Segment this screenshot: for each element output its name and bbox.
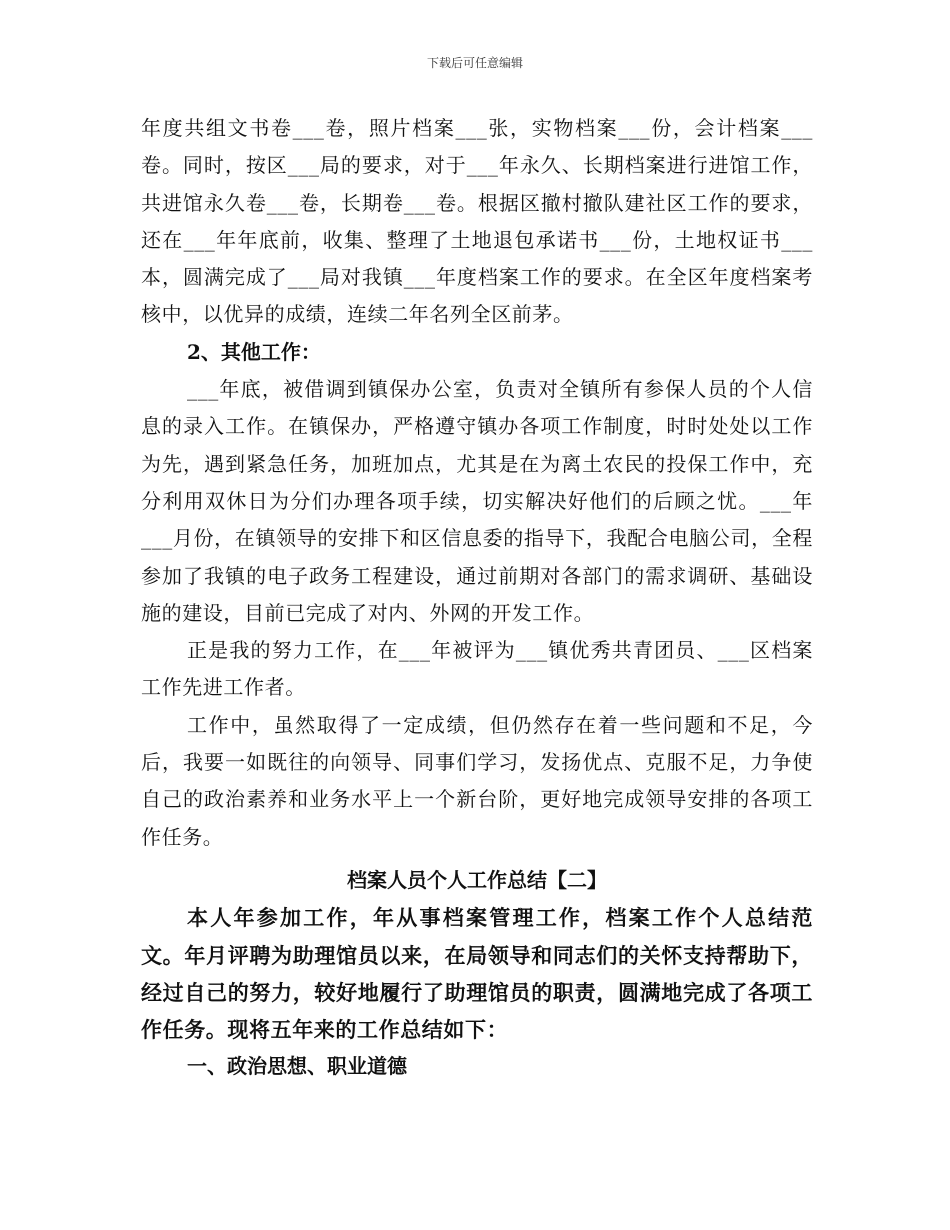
section-heading-political-ethics: 一、政治思想、职业道德 bbox=[187, 1054, 407, 1079]
paragraph-other-work: ___年底，被借调到镇保办公室，负责对全镇所有参保人员的个人信息的录入工作。在镇保办，严格遵守镇办各项工作制度，时时处处以工作为先，遇到紧急任务，加班加点，尤其是在为离土农民的投保工作中，充分利用双休日为分们办理各项手续，切实解决好他们的后顾之忧。___年___月份，在镇领导的安排下和区信息委的指导下，我配合电脑公司，全程参加了我镇的电子政务工程建设，通过前期对各部门的需求调研、基础设施的建设，目前已完成了对内、外网的开发工作。 bbox=[141, 377, 813, 625]
document-body bbox=[141, 110, 813, 1086]
document-title-part-two: 档案人员个人工作总结【二】 bbox=[347, 867, 607, 892]
paragraph-archive-stats: 年度共组文书卷___卷，照片档案___张，实物档案___份，会计档案___卷。同时，按区___局的要求，对于___年永久、长期档案进行进馆工作，共进馆永久卷___卷，长期卷___卷。根据区撤村撤队建社区工作的要求，还在___年年底前，收集、整理了土地退包承诺书___份，土地权证书___本，圆满完成了___局对我镇___年度档案工作的要求。在全区年度档案考核中，以优异的成绩，连续二年名列全区前茅。 bbox=[141, 116, 813, 327]
paragraph-shortcomings: 工作中，虽然取得了一定成绩，但仍然存在着一些问题和不足，今后，我要一如既往的向领导、同事们学习，发扬优点、克服不足，力争使自己的政治素养和业务水平上一个新台阶，更好地完成领导安排的各项工作任务。 bbox=[141, 712, 813, 849]
section-heading-other-work: 2、其他工作： bbox=[187, 339, 321, 364]
page-header: 下载后可任意编辑 bbox=[426, 56, 523, 70]
paragraph-honors: 正是我的努力工作，在___年被评为___镇优秀共青团员、___区档案工作先进工作者。 bbox=[141, 638, 813, 700]
paragraph-intro-part-two: 本人年参加工作，年从事档案管理工作，档案工作个人总结范文。年月评聘为助理馆员以来，在局领导和同志们的关怀支持帮助下，经过自己的努力，较好地履行了助理馆员的职责，圆满地完成了各项工作任务。现将五年来的工作总结如下： bbox=[141, 905, 813, 1043]
